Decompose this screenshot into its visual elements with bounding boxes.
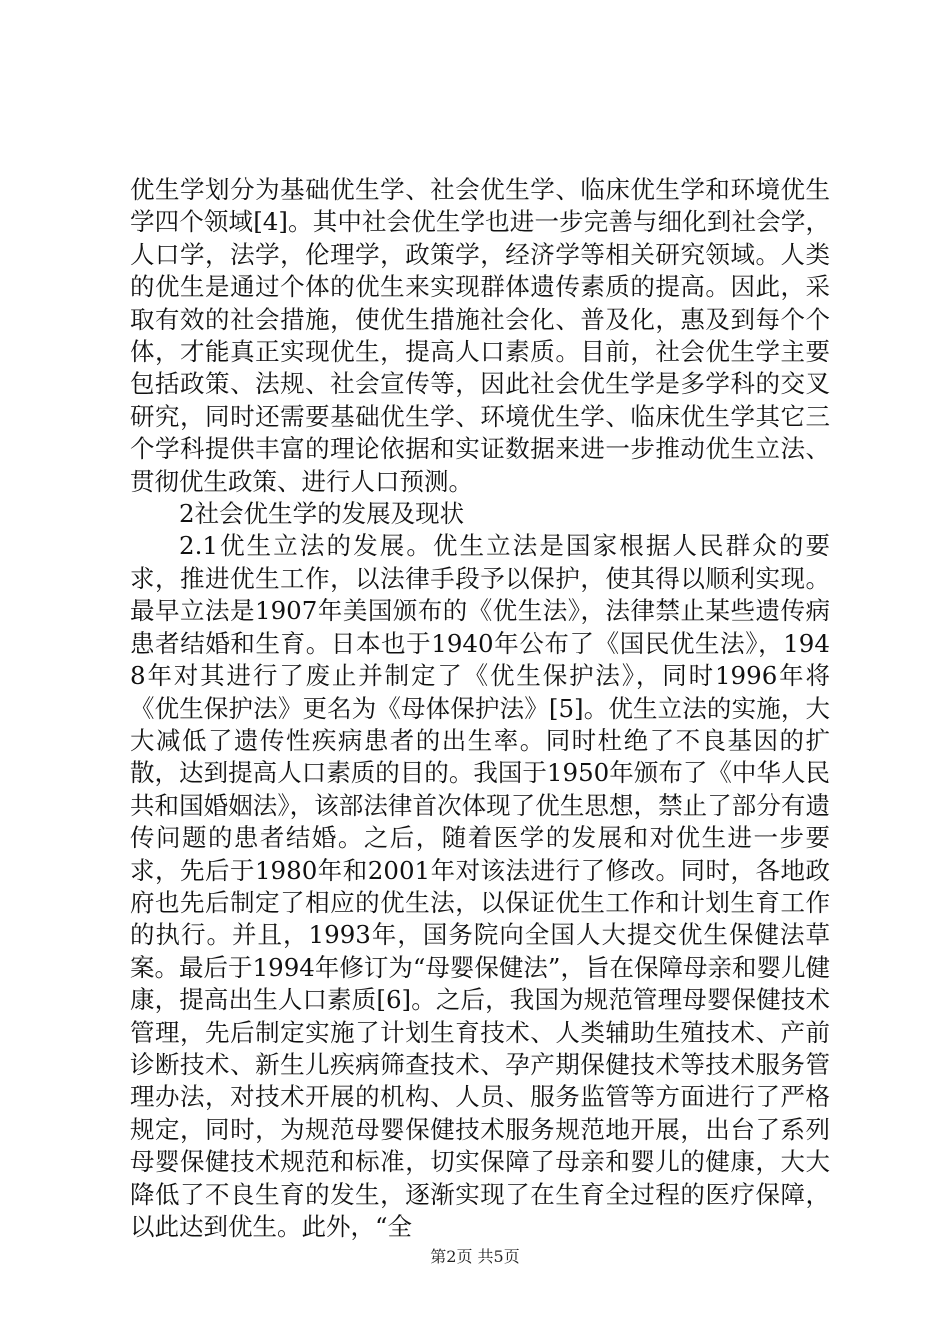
document-body [130, 174, 830, 1243]
page-footer: 第2页 共5页 [430, 1247, 520, 1266]
section-heading: 2社会优生学的发展及现状 [179, 499, 465, 529]
paragraph-legislation: 2.1优生立法的发展。优生立法是国家根据人民群众的要求，推进优生工作，以法律手段予以保护，使其得以顺利实现。最早立法是1907年美国颁布的《优生法》，法律禁止某些遗传病患者结婚和生育。日本也于1940年公布了《国民优生法》，1948年对其进行了废止并制定了《优生保护法》，同时1996年将《优生保护法》更名为《母体保护法》[5]。优生立法的实施，大大减低了遗传性疾病患者的出生率。同时杜绝了不良基因的扩散，达到提高人口素质的目的。我国于1950年颁布了《中华人民共和国婚姻法》，该部法律首次体现了优生思想，禁止了部分有遗传问题的患者结婚。之后，随着医学的发展和对优生进一步要求，先后于1980年和2001年对该法进行了修改。同时，各地政府也先后制定了相应的优生法，以保证优生工作和计划生育工作的执行。并且，1993年，国务院向全国人大提交优生保健法草案。最后于1994年修订为“母婴保健法”，旨在保障母亲和婴儿健康，提高出生人口素质[6]。之后，我国为规范管理母婴保健技术管理，先后制定实施了计划生育技术、人类辅助生殖技术、产前诊断技术、新生儿疾病筛查技术、孕产期保健技术等技术服务管理办法，对技术开展的机构、人员、服务监管等方面进行了严格规定，同时，为规范母婴保健技术服务规范地开展，出台了系列母婴保健技术规范和标准，切实保障了母亲和婴儿的健康，大大降低了不良生育的发生，逐渐实现了在生育全过程的医疗保障，以此达到优生。此外，“全 [130, 531, 830, 1241]
paragraph-intro: 优生学划分为基础优生学、社会优生学、临床优生学和环境优生学四个领域[4]。其中社会优生学也进一步完善与细化到社会学，人口学，法学，伦理学，政策学，经济学等相关研究领域。人类的优生是通过个体的优生来实现群体遗传素质的提高。因此，采取有效的社会措施，使优生措施社会化、普及化，惠及到每个个体，才能真正实现优生，提高人口素质。目前，社会优生学主要包括政策、法规、社会宣传等，因此社会优生学是多学科的交叉研究，同时还需要基础优生学、环境优生学、临床优生学其它三个学科提供丰富的理论依据和实证数据来进一步推动优生立法、贯彻优生政策、进行人口预测。 [130, 175, 830, 496]
